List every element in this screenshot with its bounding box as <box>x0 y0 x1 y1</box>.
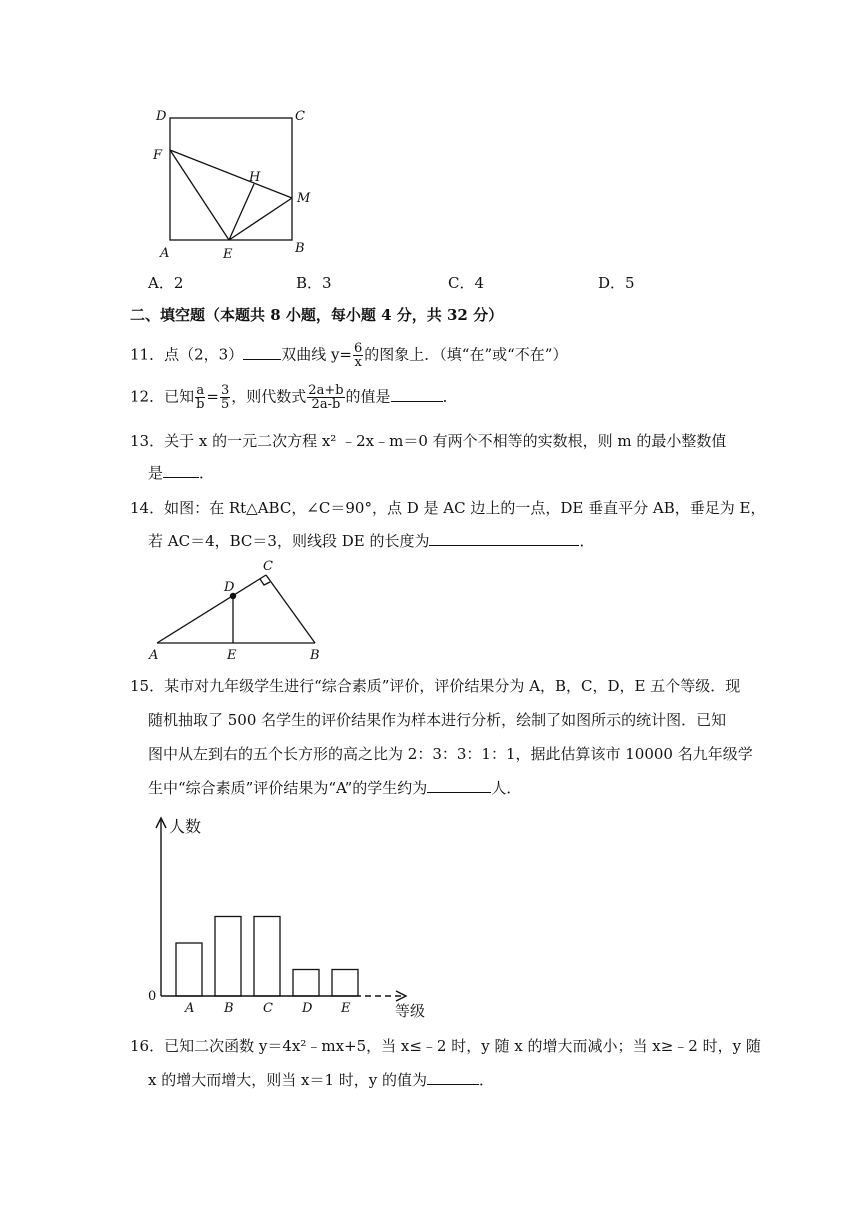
answer-blank <box>391 387 443 402</box>
q10-geometry-figure <box>150 100 330 265</box>
q15-bar-chart <box>140 810 440 1020</box>
bar-a <box>176 943 202 996</box>
q14-triangle-figure <box>145 555 335 665</box>
fraction-3-over-5: $\frac{3}{5}$ <box>221 383 230 412</box>
question-16-line1: 16．已知二次函数 y＝4x²﹣mx+5，当 x≤﹣2 时，y 随 x 的增大而减小；当 x≥﹣2 时，y 随 <box>130 1037 761 1055</box>
label-c: C <box>295 109 305 124</box>
question-15-line3: 图中从左到右的五个长方形的高之比为 2：3：3：1：1，据此估算该市 10000 名九年级学 <box>148 745 753 763</box>
answer-blank <box>243 345 281 360</box>
label-d: D <box>156 109 167 124</box>
q10-option-c: C．4 <box>448 274 485 292</box>
bar-d <box>293 970 319 997</box>
right-angle-mark <box>260 579 270 585</box>
question-14-line1: 14．如图：在 Rt△ABC，∠C＝90°，点 D 是 AC 边上的一点，DE 垂直平分 AB，垂足为 E， <box>130 499 766 517</box>
y-axis-label: 人数 <box>169 817 202 836</box>
tick-label-c: C <box>263 1001 273 1016</box>
fraction-a-over-b: $\frac{a}{b}$ <box>196 383 205 412</box>
fraction-expression: $\frac{2a+b}{2a-b}$ <box>308 383 344 412</box>
question-15-line1: 15．某市对九年级学生进行“综合素质”评价，评价结果分为 A，B，C，D，E 五个等级．现 <box>130 677 741 695</box>
q10-option-a: A．2 <box>148 274 184 292</box>
segment-bc <box>266 575 315 643</box>
answer-blank <box>163 463 199 478</box>
question-13-line1: 13．关于 x 的一元二次方程 x² ﹣2x﹣m＝0 有两个不相等的实数根，则 m 的最小整数值 <box>130 432 727 450</box>
segment-fe <box>170 150 229 240</box>
section-title: 二、填空题（本题共 8 小题，每小题 4 分，共 32 分） <box>130 306 504 324</box>
question-13-line2: 是 ． <box>148 464 215 482</box>
answer-blank <box>427 778 491 793</box>
label-h: H <box>249 170 261 185</box>
label-b: B <box>310 648 320 663</box>
fraction-6-over-x: $\frac{6}{x}$ <box>354 341 363 370</box>
q10-option-d: D．5 <box>598 274 635 292</box>
segment-ac <box>157 575 266 643</box>
tick-label-d: D <box>302 1001 313 1016</box>
tick-label-b: B <box>224 1001 234 1016</box>
label-a: A <box>149 648 159 663</box>
bar-c <box>254 917 280 997</box>
answer-blank <box>427 1070 479 1085</box>
x-axis-label: 等级 <box>395 1002 426 1020</box>
label-e: E <box>227 648 237 663</box>
label-d: D <box>224 580 235 595</box>
answer-blank <box>429 531 579 546</box>
origin-label: 0 <box>148 989 157 1004</box>
q10-option-b: B．3 <box>296 274 332 292</box>
label-e: E <box>223 247 233 262</box>
tick-label-a: A <box>185 1001 195 1016</box>
question-16-line2: x 的增大而增大，则当 x＝1 时，y 的值为 ． <box>148 1071 495 1089</box>
label-c: C <box>263 559 273 574</box>
bar-b <box>215 917 241 997</box>
bars-group <box>176 917 358 997</box>
label-a: A <box>160 246 170 261</box>
question-11: 11．点（2，3） 双曲线 y= $\frac{6}{x}$ 的图象上．（填“在”或“不在”） <box>130 341 568 370</box>
question-15-line2: 随机抽取了 500 名学生的评价结果作为样本进行分析，绘制了如图所示的统计图．已知 <box>148 711 727 729</box>
segment-fm <box>170 150 292 198</box>
label-f: F <box>153 148 163 163</box>
question-15-line4: 生中“综合素质”评价结果为“A”的学生约为 人． <box>148 779 522 797</box>
label-b: B <box>295 241 305 256</box>
bar-e <box>332 970 358 997</box>
tick-label-e: E <box>341 1001 351 1016</box>
label-m: M <box>297 191 311 206</box>
question-14-line2: 若 AC＝4，BC＝3，则线段 DE 的长度为 ． <box>148 532 595 550</box>
question-12: 12．已知 $\frac{a}{b}$ = $\frac{3}{5}$ ，则代数式 $\frac{2a+b}{2a-b}$ 的值是 ． <box>130 383 458 412</box>
